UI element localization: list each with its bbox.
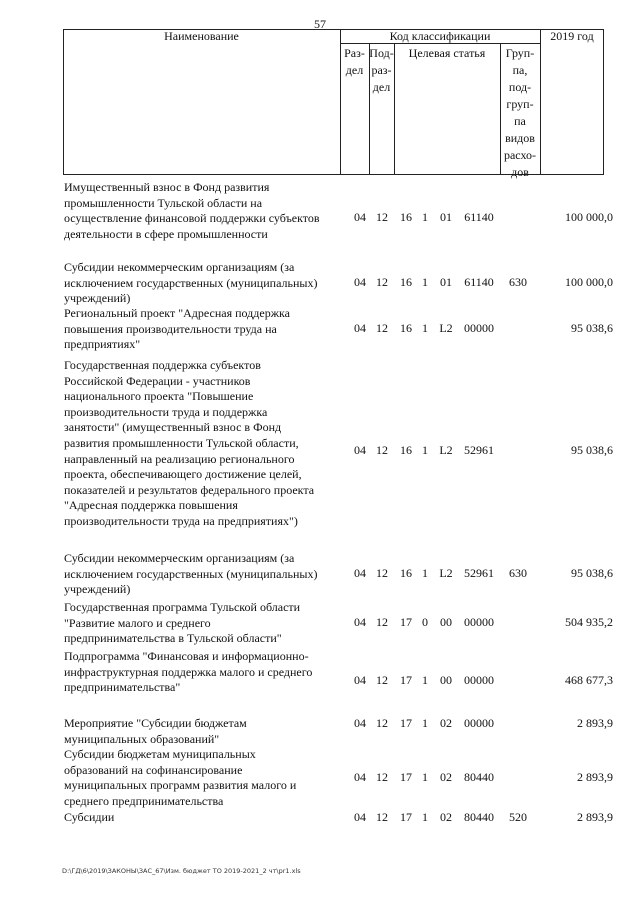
podrazdel-code: 12: [376, 566, 388, 580]
amount-2019: 2 893,9: [577, 770, 613, 784]
header-group-line: Груп-: [505, 46, 535, 60]
subprogram-code: 1: [422, 275, 428, 289]
header-divider: [540, 29, 541, 175]
header-podrazdel-line: раз-: [371, 63, 392, 77]
direction-code: 00000: [464, 716, 494, 730]
podrazdel-code: 12: [376, 443, 388, 457]
row-name-line: Государственная программа Тульской области: [64, 600, 301, 614]
direction-code: 52961: [464, 566, 494, 580]
header-divider: [394, 43, 395, 175]
podrazdel-code: 12: [376, 210, 388, 224]
direction-code: 80440: [464, 770, 494, 784]
program-code: 17: [400, 770, 412, 784]
row-name-line: Субсидии: [64, 810, 115, 824]
amount-2019: 468 677,3: [565, 673, 613, 687]
main-event-code: L2: [439, 321, 453, 335]
header-classification: Код классификации: [389, 29, 491, 43]
podrazdel-code: 12: [376, 615, 388, 629]
file-path-footer: D:\ГД\6\2019\ЗАКОНЫ\ЗАС_67\Изм. бюджет ТО 2019-2021_2 чт\pr1.xls: [62, 867, 301, 875]
header-group-line: груп-: [506, 97, 534, 111]
row-name: [64, 810, 350, 826]
amount-2019: 100 000,0: [565, 275, 613, 289]
amount-2019: 95 038,6: [571, 566, 613, 580]
header-group-line: расхо-: [503, 148, 537, 162]
row-name-line: предпринимательства в Тульской области": [64, 631, 282, 646]
row-name: [64, 600, 350, 647]
header-razdel-line: Раз-: [344, 46, 365, 60]
podrazdel-code: 12: [376, 716, 388, 730]
program-code: 17: [400, 716, 412, 730]
row-name-line: деятельности в сфере промышленности: [64, 226, 268, 241]
header-year: 2019 год: [550, 29, 594, 43]
subprogram-code: 1: [422, 210, 428, 224]
amount-2019: 100 000,0: [565, 210, 613, 224]
main-event-code: 02: [440, 810, 452, 824]
row-name-line: предпринимательства": [64, 680, 181, 695]
direction-code: 00000: [464, 615, 494, 629]
row-name-line: Субсидии некоммерческим организациям (за: [64, 260, 295, 274]
row-name-line: среднего предпринимательства: [64, 793, 224, 808]
row-name-line: осуществление финансовой поддержки субъектов: [64, 211, 320, 226]
amount-2019: 95 038,6: [571, 321, 613, 335]
row-name: [64, 551, 350, 598]
main-event-code: L2: [439, 443, 453, 457]
row-name-line: "Адресная поддержка повышения: [64, 498, 238, 513]
row-name-line: Российской Федерации - участников: [64, 373, 251, 388]
row-name-line: предприятиях": [64, 337, 141, 352]
amount-2019: 2 893,9: [577, 716, 613, 730]
amount-2019: 95 038,6: [571, 443, 613, 457]
main-event-code: 00: [440, 673, 452, 687]
subprogram-code: 1: [422, 673, 428, 687]
amount-2019: 504 935,2: [565, 615, 613, 629]
razdel-code: 04: [354, 673, 366, 687]
header-razdel: [340, 45, 369, 79]
row-name-line: национального проекта "Повышение: [64, 389, 254, 404]
main-event-code: 01: [440, 275, 452, 289]
row-name-line: исключением государственных (муниципальных): [64, 566, 318, 581]
row-name-line: Региональный проект "Адресная поддержка: [64, 306, 290, 320]
expense-group-code: 520: [509, 810, 527, 824]
main-event-code: 02: [440, 770, 452, 784]
row-name-line: учреждений): [64, 291, 131, 306]
row-name-line: направленный на реализацию регионального: [64, 451, 295, 466]
row-name-line: повышения производительности труда на: [64, 321, 277, 336]
row-name: [64, 716, 350, 747]
row-name-line: показателей и результатов федерального проекта: [64, 482, 315, 497]
header-podrazdel-line: Под-: [369, 46, 394, 60]
header-group-line: под-: [508, 80, 532, 94]
header-group: [500, 45, 540, 181]
amount-2019: 2 893,9: [577, 810, 613, 824]
subprogram-code: 1: [422, 716, 428, 730]
program-code: 16: [400, 275, 412, 289]
main-event-code: 01: [440, 210, 452, 224]
razdel-code: 04: [354, 443, 366, 457]
direction-code: 00000: [464, 673, 494, 687]
program-code: 17: [400, 673, 412, 687]
row-name-line: промышленности Тульской области на: [64, 195, 263, 210]
header-group-line: видов: [505, 131, 535, 145]
program-code: 16: [400, 321, 412, 335]
row-name-line: образований на софинансирование: [64, 762, 243, 777]
row-name-line: учреждений): [64, 582, 131, 597]
row-name-line: инфраструктурная поддержка малого и среднего: [64, 664, 313, 679]
razdel-code: 04: [354, 770, 366, 784]
row-name: [64, 649, 350, 696]
row-name-line: занятости" (имущественный взнос в Фонд: [64, 420, 282, 435]
subprogram-code: 1: [422, 810, 428, 824]
subprogram-code: 1: [422, 566, 428, 580]
razdel-code: 04: [354, 566, 366, 580]
row-name-line: Мероприятие "Субсидии бюджетам: [64, 716, 247, 730]
expense-group-code: 630: [509, 566, 527, 580]
row-name-line: производительности труда и поддержка: [64, 404, 268, 419]
header-name: Наименование: [164, 29, 239, 43]
main-event-code: 00: [440, 615, 452, 629]
main-event-code: L2: [439, 566, 453, 580]
program-code: 16: [400, 443, 412, 457]
row-name: [64, 747, 350, 809]
row-name: [64, 358, 350, 530]
direction-code: 80440: [464, 810, 494, 824]
subprogram-code: 1: [422, 770, 428, 784]
row-name: [64, 180, 350, 242]
header-group-line: па,: [512, 63, 528, 77]
subprogram-code: 1: [422, 321, 428, 335]
razdel-code: 04: [354, 716, 366, 730]
program-code: 16: [400, 210, 412, 224]
podrazdel-code: 12: [376, 770, 388, 784]
row-name-line: муниципальных программ развития малого и: [64, 778, 297, 793]
row-name-line: Подпрограмма "Финансовая и информационно-: [64, 649, 309, 663]
page-number: 57: [314, 17, 326, 31]
header-podrazdel-line: дел: [372, 80, 391, 94]
razdel-code: 04: [354, 210, 366, 224]
row-name-line: муниципальных образований": [64, 731, 220, 746]
direction-code: 52961: [464, 443, 494, 457]
podrazdel-code: 12: [376, 275, 388, 289]
expense-group-code: 630: [509, 275, 527, 289]
razdel-code: 04: [354, 275, 366, 289]
header-razdel-line: дел: [345, 63, 364, 77]
main-event-code: 02: [440, 716, 452, 730]
row-name-line: проекта, обеспечивающего достижение целей,: [64, 467, 302, 482]
subprogram-code: 1: [422, 443, 428, 457]
row-name-line: Государственная поддержка субъектов: [64, 358, 261, 372]
row-name-line: Субсидии некоммерческим организациям (за: [64, 551, 295, 565]
direction-code: 61140: [464, 210, 494, 224]
razdel-code: 04: [354, 615, 366, 629]
header-target: Целевая статья: [408, 46, 486, 60]
row-name: [64, 260, 350, 307]
direction-code: 00000: [464, 321, 494, 335]
program-code: 17: [400, 810, 412, 824]
subprogram-code: 0: [422, 615, 428, 629]
row-name-line: исключением государственных (муниципальных): [64, 275, 318, 290]
header-group-line: дов: [511, 165, 529, 179]
row-name-line: Имущественный взнос в Фонд развития: [64, 180, 270, 194]
razdel-code: 04: [354, 321, 366, 335]
header-group-line: па: [514, 114, 526, 128]
row-name: [64, 306, 350, 353]
row-name-line: производительности труда на предприятиях"): [64, 513, 298, 528]
header-podrazdel: [369, 45, 394, 96]
row-name-line: Субсидии бюджетам муниципальных: [64, 747, 256, 761]
row-name-line: "Развитие малого и среднего: [64, 615, 211, 630]
direction-code: 61140: [464, 275, 494, 289]
podrazdel-code: 12: [376, 810, 388, 824]
program-code: 17: [400, 615, 412, 629]
razdel-code: 04: [354, 810, 366, 824]
row-name-line: развития промышленности Тульской области,: [64, 435, 299, 450]
podrazdel-code: 12: [376, 673, 388, 687]
program-code: 16: [400, 566, 412, 580]
podrazdel-code: 12: [376, 321, 388, 335]
